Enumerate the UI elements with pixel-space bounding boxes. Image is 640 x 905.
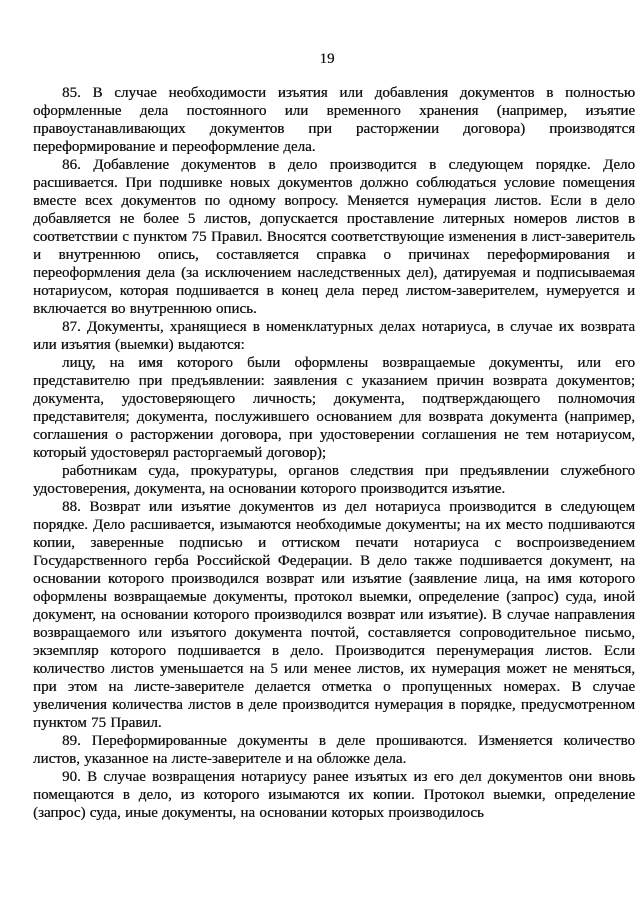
- paragraph: 86. Добавление документов в дело производится в следующем порядке. Дело расшивается. При подшивке новых документов должно соблюдаться условие помещения вместе всех документов по одному вопросу. Меняется нумерация листов. Если в дело добавляется не более 5 листов, допускается проставление литерных номеров листов в соответствии с пунктом 75 Правил. Вносятся соответствующие изменения в лист-заверитель и внутреннюю опись, составляется справка о причинах переформирования и переоформления дела (за исключением наследственных дел), датируемая и подписываемая нотариусом, которая подшивается в конец дела перед листом-заверителем, нумеруется и включается во внутреннюю опись.: [33, 157, 635, 317]
- paragraph: 89. Переформированные документы в деле прошиваются. Изменяется количество листов, указанное на листе-заверителе и на обложке дела.: [33, 733, 635, 767]
- paragraph: лицу, на имя которого были оформлены возвращаемые документы, или его представителю при предъявлении: заявления с указанием причин возврата документов; документа, удостоверяющего личность; документа, подтверждающего полномочия представителя; документа, послужившего основанием для возврата документа (например, соглашения о расторжении договора, при удостоверении соглашения не тем нотариусом, который удостоверял расторгаемый договор);: [33, 355, 635, 461]
- paragraph: 88. Возврат или изъятие документов из дел нотариуса производится в следующем порядке. Дело расшивается, изымаются необходимые документы; на их место подшиваются копии, заверенные подписью и оттиском печати нотариуса с воспроизведением Государственного герба Российской Федерации. В дело также подшивается документ, на основании которого производился возврат или изъятие (заявление лица, на имя которого оформлены возвращаемые документы, протокол выемки, определение (запрос) суда, иной документ, на основании которого производился возврат или изъятие). В случае направления возвращаемого или изъятого документа почтой, составляется сопроводительное письмо, экземпляр которого подшивается в дело. Производится перенумерация листов. Если количество листов уменьшается на 5 или менее листов, их нумерация может не меняться, при этом на листе-заверителе делается отметка о пропущенных номерах. В случае увеличения количества листов в деле производится нумерация в порядке, предусмотренном пунктом 75 Правил.: [33, 499, 635, 731]
- paragraph: 90. В случае возвращения нотариусу ранее изъятых из его дел документов они вновь помещаются в дело, из которого изымаются их копии. Протокол выемки, определение (запрос) суда, иные документы, на основании которых производилось: [33, 769, 635, 821]
- page-number: 19: [319, 51, 335, 67]
- page-content: [0, 84, 640, 822]
- paragraph: 85. В случае необходимости изъятия или добавления документов в полностью оформленные дела постоянного или временного хранения (например, изъятие правоустанавливающих документов при расторжении договора) производятся переформирование и переоформление дела.: [33, 85, 635, 155]
- paragraph: 87. Документы, хранящиеся в номенклатурных делах нотариуса, в случае их возврата или изъятия (выемки) выдаются:: [33, 319, 635, 353]
- paragraph: работникам суда, прокуратуры, органов следствия при предъявлении служебного удостоверения, документа, на основании которого производится изъятие.: [33, 463, 635, 497]
